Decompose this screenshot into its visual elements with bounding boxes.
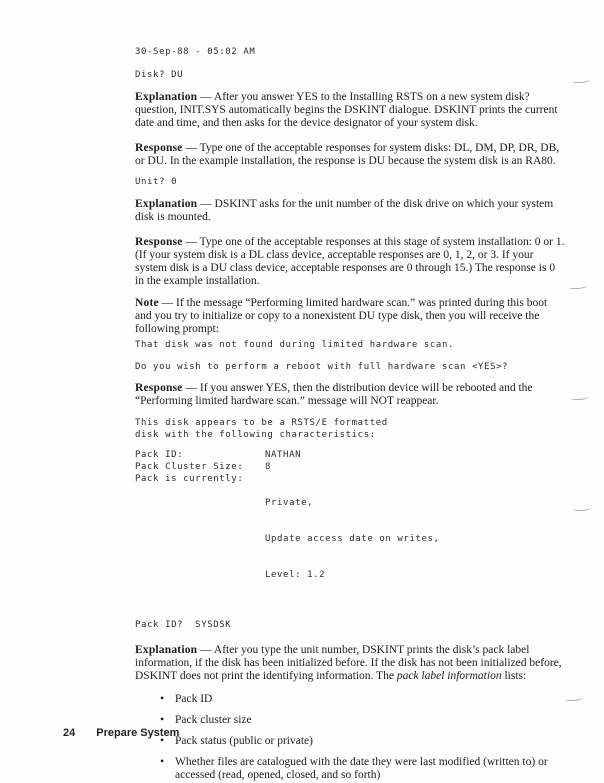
paragraph-label: Note (135, 297, 159, 309)
pack-info-value-line: Level: 1.2 (265, 570, 326, 580)
list-item (160, 693, 565, 706)
margin-mark (565, 696, 583, 702)
paragraph-label: Response (135, 142, 183, 154)
paragraph-label: Response (135, 236, 183, 248)
margin-mark (573, 506, 591, 512)
pack-label-list (160, 693, 565, 782)
list-item (160, 735, 565, 748)
margin-mark (571, 395, 589, 401)
margin-mark (572, 78, 590, 84)
pack-info-label: Pack Cluster Size: (135, 462, 244, 472)
terminal-scan-message-2: Do you wish to perform a reboot with full hardware scan <YES>? (135, 362, 509, 372)
pack-info-value-line: Update access date on writes, (265, 534, 440, 544)
terminal-disk-prompt: Disk? DU (135, 70, 184, 80)
list-item (160, 756, 565, 782)
paragraph-text: — If the message “Performing limited hardware scan.” was printed during this boot and you try to initialize or copy to a nonexistent DU type disk, then you will receive the following prompt: (135, 297, 548, 335)
pack-info-row (135, 461, 565, 473)
terminal-packid-prompt: Pack ID? SYSDSK (135, 620, 232, 630)
explanation-paragraph (135, 644, 565, 683)
pack-info-value (265, 473, 440, 605)
paragraph-text: — Type one of the acceptable responses for system disks: DL, DM, DP, DR, DB, or DU. In the example installation, the response is DU because the system disk is an RA80. (135, 142, 560, 167)
terminal-datetime: 30-Sep-88 - 05:02 AM (135, 47, 256, 57)
note-paragraph (135, 297, 565, 336)
paragraph-text: — Type one of the acceptable responses at this stage of system installation: 0 or 1. (If your system disk is a DL class device, acceptable responses are 0, 1, 2, or 3. If your system disk is a DU class device, acceptable responses are 0 through 15.) The response is 0 in the example installation. (135, 236, 565, 287)
pack-info-value-line: Private, (265, 498, 314, 508)
explanation-paragraph (135, 198, 565, 224)
list-item-text: Whether files are catalogued with the date they were last modified (written to) or accessed (read, opened, closed, and so forth) (175, 756, 548, 781)
terminal-scan-message-1: That disk was not found during limited hardware scan. (135, 340, 454, 350)
list-item-text: Pack ID (175, 693, 213, 705)
paragraph-text: — If you answer YES, then the distribution device will be rebooted and the “Performing limited hardware scan.” message will NOT reappear. (135, 382, 533, 407)
paragraph-label: Response (135, 382, 183, 394)
response-paragraph (135, 382, 565, 408)
explanation-paragraph (135, 91, 565, 130)
footer-section-title: Prepare System (96, 727, 180, 739)
pack-info-value: NATHAN (265, 450, 302, 460)
pack-info-row (135, 449, 565, 461)
paragraph-label: Explanation (135, 91, 198, 103)
pack-info-block (135, 449, 565, 605)
terminal-disk-info-line2: disk with the following characteristics: (135, 430, 376, 440)
terminal-unit-prompt: Unit? 0 (135, 177, 178, 187)
paragraph-text: — DSKINT asks for the unit number of the disk drive on which your system disk is mounted. (135, 198, 554, 223)
paragraph-text: — After you type the unit number, DSKINT prints the disk’s pack label information, if the disk has been initialized before. If the disk has not been initialized before, DSKINT does not print the identifying information. The (135, 644, 562, 682)
terminal-disk-info (135, 417, 565, 441)
paragraph-text: lists: (501, 670, 527, 682)
paragraph-label: Explanation (135, 644, 198, 656)
page-footer (63, 727, 179, 739)
paragraph-text: — After you answer YES to the Installing RSTS on a new system disk? question, INIT.SYS automatically begins the DSKINT dialogue. DSKINT prints the current date and time, and then asks for the device designator of your system disk. (135, 91, 558, 129)
page-number: 24 (63, 727, 76, 739)
response-paragraph (135, 236, 565, 288)
page-content (135, 47, 565, 783)
list-item-text: Pack status (public or private) (175, 735, 313, 747)
list-item-text: Pack cluster size (175, 714, 252, 726)
terminal-disk-info-line1: This disk appears to be a RSTS/E formatted (135, 418, 388, 428)
pack-info-row (135, 473, 565, 605)
pack-info-label: Pack ID: (135, 450, 184, 460)
pack-info-value: 8 (265, 462, 272, 472)
pack-info-label: Pack is currently: (135, 474, 244, 484)
paragraph-text-italic: pack label information (396, 670, 502, 682)
list-item (160, 714, 565, 727)
margin-mark (569, 284, 587, 290)
response-paragraph (135, 142, 565, 168)
paragraph-label: Explanation (135, 198, 198, 210)
